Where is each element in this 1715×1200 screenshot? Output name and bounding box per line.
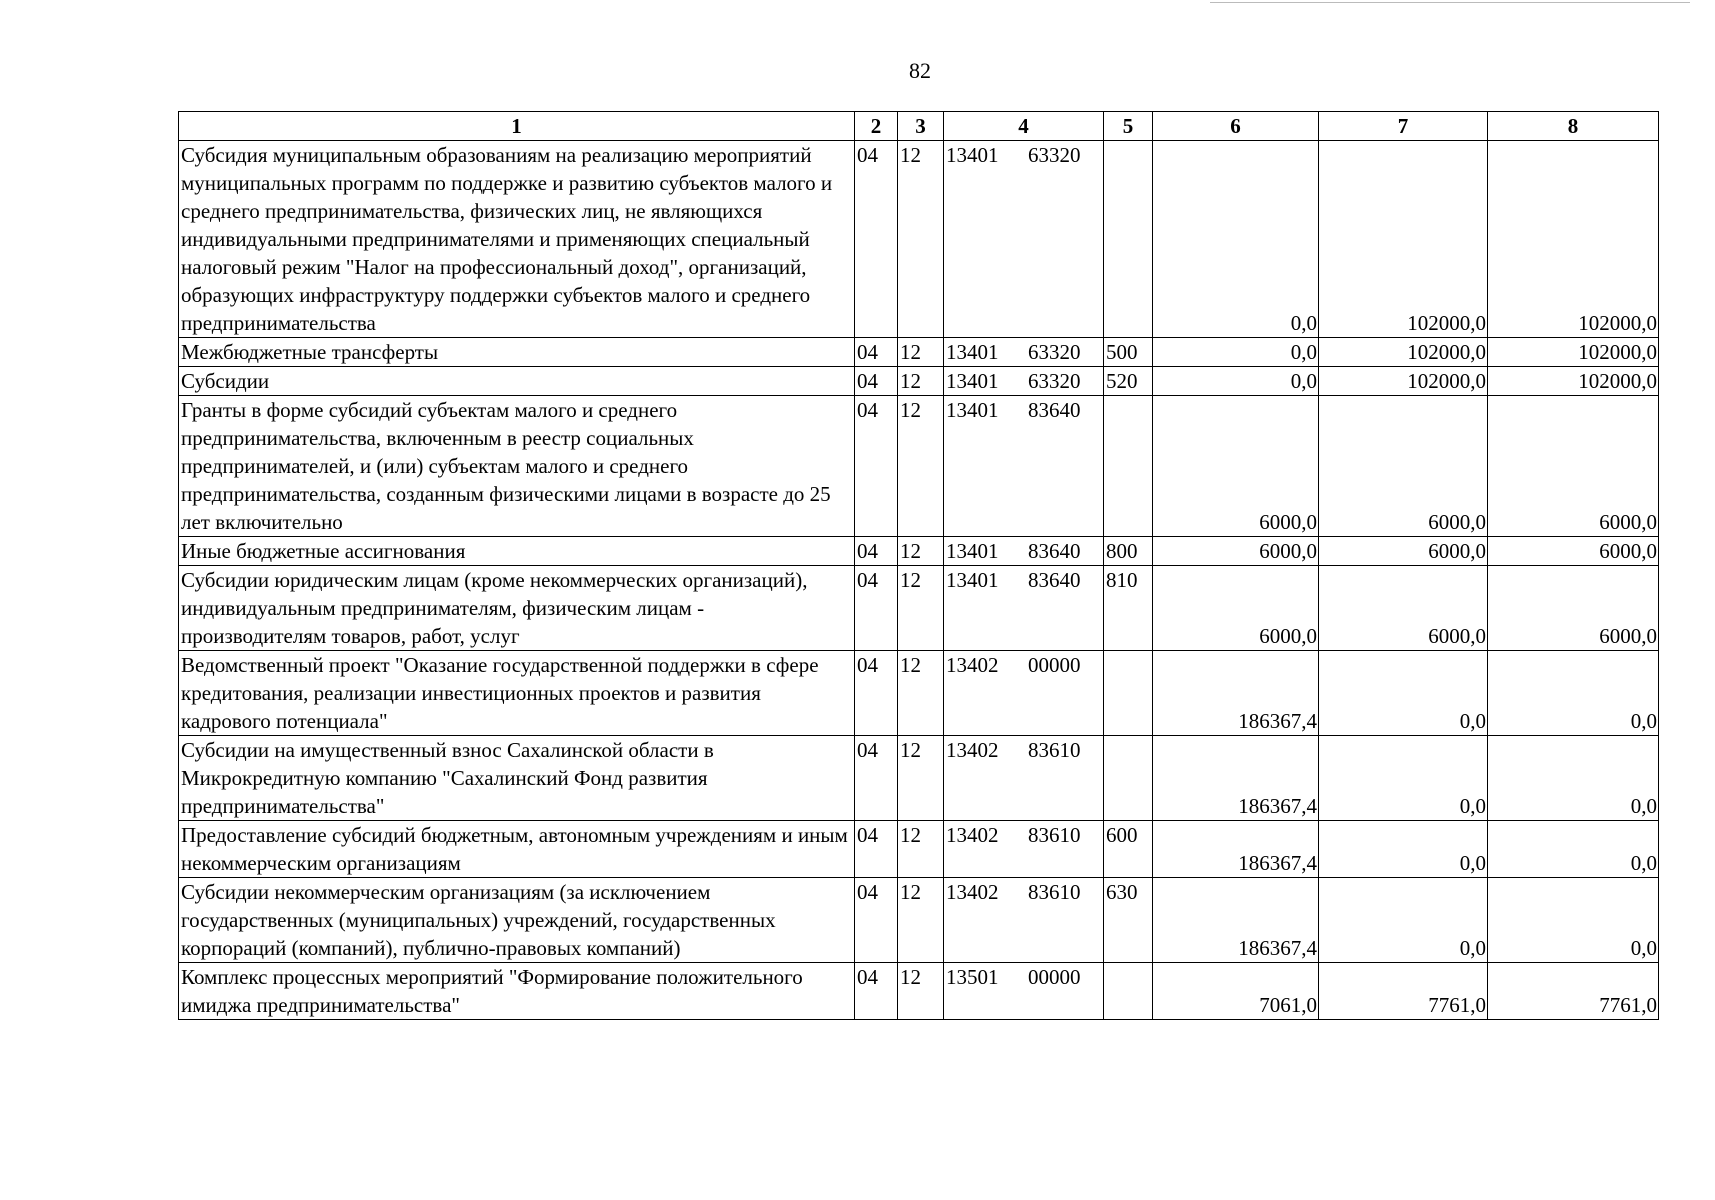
scan-artifact	[1210, 2, 1690, 3]
target-article-program-code: 13401	[946, 539, 999, 563]
section-code-cell: 04	[855, 396, 898, 537]
column-header: 3	[898, 112, 944, 141]
subsection-code-cell: 12	[898, 878, 944, 963]
subsection-code-cell: 12	[898, 537, 944, 566]
column-header: 5	[1104, 112, 1153, 141]
subsection-code-cell: 12	[898, 396, 944, 537]
target-article-program-code: 13402	[946, 823, 999, 847]
section-code-cell: 04	[855, 566, 898, 651]
table-row	[179, 736, 1659, 821]
subsection-code-cell: 12	[898, 367, 944, 396]
table-row	[179, 367, 1659, 396]
table-row	[179, 537, 1659, 566]
amount-col6-cell: 6000,0	[1153, 396, 1319, 537]
target-article-cell	[944, 338, 1104, 367]
amount-col7-cell: 0,0	[1319, 651, 1488, 736]
amount-col6-cell: 0,0	[1153, 338, 1319, 367]
target-article-program-code: 13401	[946, 143, 999, 167]
amount-col8-cell: 0,0	[1488, 736, 1659, 821]
expense-type-cell: 800	[1104, 537, 1153, 566]
expense-type-cell	[1104, 141, 1153, 338]
column-header: 2	[855, 112, 898, 141]
section-code-cell: 04	[855, 141, 898, 338]
section-code-cell: 04	[855, 878, 898, 963]
amount-col6-cell: 186367,4	[1153, 651, 1319, 736]
amount-col8-cell: 6000,0	[1488, 396, 1659, 537]
target-article-cell	[944, 963, 1104, 1020]
expense-type-cell	[1104, 651, 1153, 736]
column-header: 4	[944, 112, 1104, 141]
row-name-cell: Межбюджетные трансферты	[179, 338, 855, 367]
target-article-program-code: 13401	[946, 369, 999, 393]
target-article-program-code: 13501	[946, 965, 999, 989]
row-name-cell: Субсидии некоммерческим организациям (за исключением государственных (муниципальных) учреждений, государственных корпораций (компаний), публично-правовых компаний)	[179, 878, 855, 963]
section-code-cell: 04	[855, 651, 898, 736]
row-name-cell: Субсидия муниципальным образованиям на реализацию мероприятий муниципальных программ по поддержке и развитию субъектов малого и среднего предпринимательства, физических лиц, не являющихся индивидуальными предпринимателями и применяющих специальный налоговый режим "Налог на профессиональный доход", организаций, образующих инфраструктуру поддержки субъектов малого и среднего предпринимательства	[179, 141, 855, 338]
amount-col7-cell: 0,0	[1319, 736, 1488, 821]
section-code-cell: 04	[855, 963, 898, 1020]
amount-col8-cell: 7761,0	[1488, 963, 1659, 1020]
target-article-direction-code: 83610	[1028, 738, 1081, 762]
row-name-cell: Предоставление субсидий бюджетным, автономным учреждениям и иным некоммерческим организациям	[179, 821, 855, 878]
target-article-direction-code: 00000	[1028, 653, 1081, 677]
target-article-program-code: 13401	[946, 568, 999, 592]
subsection-code-cell: 12	[898, 963, 944, 1020]
row-name-cell: Субсидии юридическим лицам (кроме некоммерческих организаций), индивидуальным предпринимателям, физическим лицам - производителям товаров, работ, услуг	[179, 566, 855, 651]
expense-type-cell: 520	[1104, 367, 1153, 396]
amount-col6-cell: 186367,4	[1153, 878, 1319, 963]
target-article-cell	[944, 651, 1104, 736]
amount-col6-cell: 6000,0	[1153, 537, 1319, 566]
subsection-code-cell: 12	[898, 821, 944, 878]
amount-col8-cell: 102000,0	[1488, 367, 1659, 396]
target-article-cell	[944, 141, 1104, 338]
target-article-program-code: 13401	[946, 340, 999, 364]
subsection-code-cell: 12	[898, 651, 944, 736]
target-article-cell	[944, 396, 1104, 537]
target-article-cell	[944, 537, 1104, 566]
table-row	[179, 566, 1659, 651]
amount-col6-cell: 186367,4	[1153, 821, 1319, 878]
amount-col7-cell: 102000,0	[1319, 367, 1488, 396]
section-code-cell: 04	[855, 736, 898, 821]
target-article-direction-code: 83610	[1028, 823, 1081, 847]
target-article-direction-code: 83640	[1028, 568, 1081, 592]
row-name-cell: Гранты в форме субсидий субъектам малого и среднего предпринимательства, включенным в реестр социальных предпринимателей, и (или) субъектам малого и среднего предпринимательства, созданным физическими лицами в возрасте до 25 лет включительно	[179, 396, 855, 537]
table-body	[179, 141, 1659, 1020]
column-header: 7	[1319, 112, 1488, 141]
row-name-cell: Комплекс процессных мероприятий "Формирование положительного имиджа предпринимательства"	[179, 963, 855, 1020]
table-header	[179, 112, 1659, 141]
row-name-cell: Ведомственный проект "Оказание государственной поддержки в сфере кредитования, реализации инвестиционных проектов и развития кадрового потенциала"	[179, 651, 855, 736]
expense-type-cell: 630	[1104, 878, 1153, 963]
amount-col7-cell: 102000,0	[1319, 141, 1488, 338]
section-code-cell: 04	[855, 367, 898, 396]
table-row	[179, 651, 1659, 736]
amount-col7-cell: 6000,0	[1319, 566, 1488, 651]
column-header: 8	[1488, 112, 1659, 141]
page-number: 82	[909, 58, 931, 83]
amount-col8-cell: 102000,0	[1488, 338, 1659, 367]
budget-table	[178, 111, 1659, 1020]
row-name-cell: Иные бюджетные ассигнования	[179, 537, 855, 566]
target-article-cell	[944, 821, 1104, 878]
target-article-direction-code: 63320	[1028, 340, 1081, 364]
table-row	[179, 141, 1659, 338]
table-row	[179, 396, 1659, 537]
amount-col6-cell: 7061,0	[1153, 963, 1319, 1020]
expense-type-cell	[1104, 736, 1153, 821]
section-code-cell: 04	[855, 821, 898, 878]
expense-type-cell	[1104, 396, 1153, 537]
subsection-code-cell: 12	[898, 736, 944, 821]
column-header: 6	[1153, 112, 1319, 141]
target-article-direction-code: 83640	[1028, 539, 1081, 563]
column-header: 1	[179, 112, 855, 141]
expense-type-cell: 600	[1104, 821, 1153, 878]
target-article-direction-code: 83640	[1028, 398, 1081, 422]
amount-col8-cell: 6000,0	[1488, 537, 1659, 566]
target-article-direction-code: 83610	[1028, 880, 1081, 904]
expense-type-cell: 810	[1104, 566, 1153, 651]
target-article-program-code: 13401	[946, 398, 999, 422]
target-article-direction-code: 00000	[1028, 965, 1081, 989]
target-article-direction-code: 63320	[1028, 143, 1081, 167]
amount-col7-cell: 6000,0	[1319, 537, 1488, 566]
subsection-code-cell: 12	[898, 566, 944, 651]
target-article-cell	[944, 566, 1104, 651]
target-article-program-code: 13402	[946, 738, 999, 762]
amount-col6-cell: 186367,4	[1153, 736, 1319, 821]
expense-type-cell	[1104, 963, 1153, 1020]
target-article-program-code: 13402	[946, 653, 999, 677]
amount-col7-cell: 0,0	[1319, 821, 1488, 878]
amount-col8-cell: 0,0	[1488, 878, 1659, 963]
amount-col6-cell: 0,0	[1153, 141, 1319, 338]
amount-col8-cell: 0,0	[1488, 821, 1659, 878]
table-row	[179, 963, 1659, 1020]
amount-col8-cell: 0,0	[1488, 651, 1659, 736]
subsection-code-cell: 12	[898, 141, 944, 338]
target-article-cell	[944, 878, 1104, 963]
table-row	[179, 338, 1659, 367]
amount-col7-cell: 6000,0	[1319, 396, 1488, 537]
amount-col6-cell: 0,0	[1153, 367, 1319, 396]
table-row	[179, 878, 1659, 963]
target-article-cell	[944, 367, 1104, 396]
expense-type-cell: 500	[1104, 338, 1153, 367]
amount-col6-cell: 6000,0	[1153, 566, 1319, 651]
row-name-cell: Субсидии	[179, 367, 855, 396]
target-article-cell	[944, 736, 1104, 821]
section-code-cell: 04	[855, 537, 898, 566]
amount-col8-cell: 6000,0	[1488, 566, 1659, 651]
amount-col8-cell: 102000,0	[1488, 141, 1659, 338]
target-article-direction-code: 63320	[1028, 369, 1081, 393]
amount-col7-cell: 7761,0	[1319, 963, 1488, 1020]
target-article-program-code: 13402	[946, 880, 999, 904]
table-row	[179, 821, 1659, 878]
section-code-cell: 04	[855, 338, 898, 367]
row-name-cell: Субсидии на имущественный взнос Сахалинской области в Микрокредитную компанию "Сахалинский Фонд развития предпринимательства"	[179, 736, 855, 821]
subsection-code-cell: 12	[898, 338, 944, 367]
amount-col7-cell: 102000,0	[1319, 338, 1488, 367]
amount-col7-cell: 0,0	[1319, 878, 1488, 963]
